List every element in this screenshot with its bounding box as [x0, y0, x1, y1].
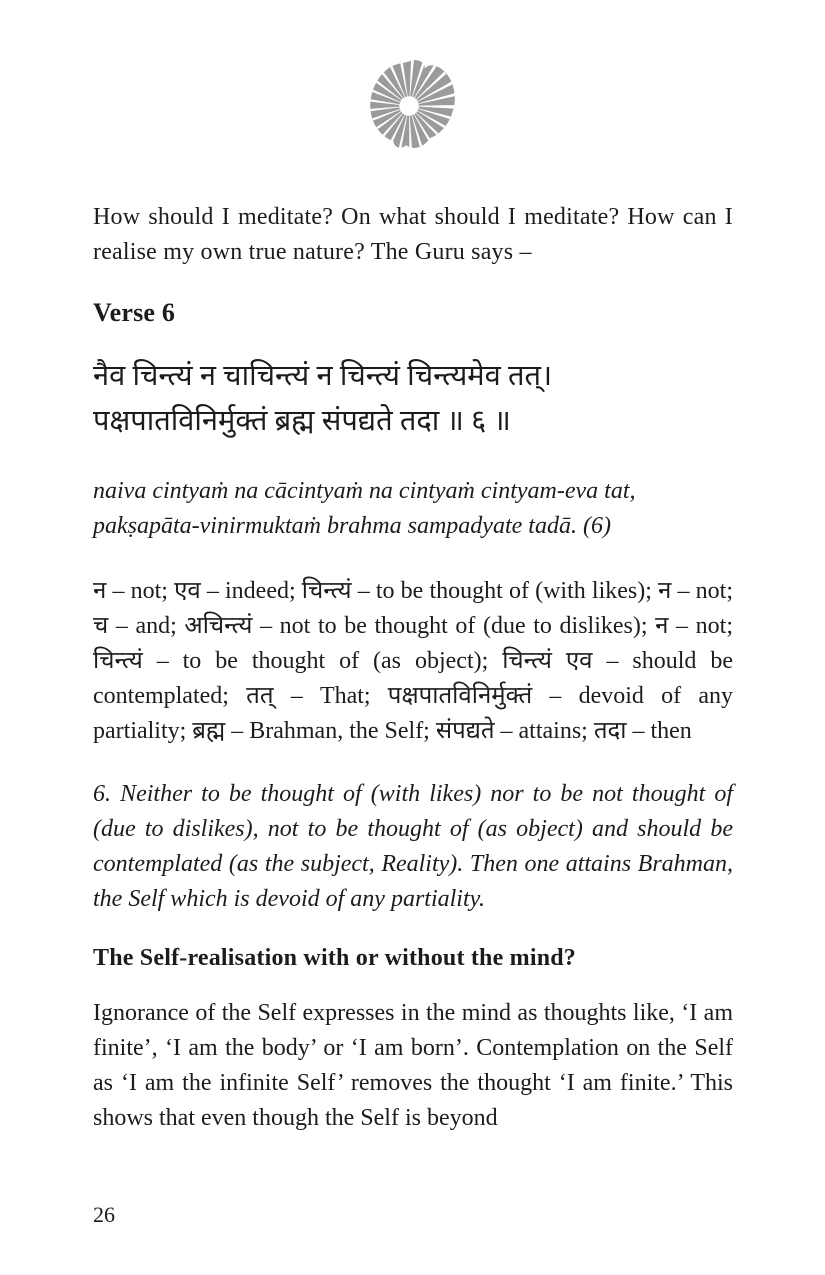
commentary-heading: The Self-realisation with or without the mind?	[93, 945, 577, 971]
lotus-ornament-icon	[364, 58, 462, 152]
ornament-center-hole	[399, 96, 419, 116]
verse-devanagari-line-2: पक्षपातविनिर्मुक्तं ब्रह्म संपद्यते तदा ॥ ६ ॥	[93, 405, 511, 437]
verse-translation: 6. Neither to be thought of (with likes) nor to be not thought of (due to dislikes), not to be thought of (as object) and should be contemplated (as the subject, Reality). Then one attains Brahman, the Self which is devoid of any partiality.	[93, 781, 733, 912]
verse-heading: Verse 6	[93, 298, 176, 327]
verse-devanagari	[93, 354, 733, 444]
verse-transliteration-line-1: naiva cintyaṁ na cācintyaṁ na cintyaṁ cintyam-eva tat,	[93, 478, 636, 504]
verse-devanagari-line-1: नैव चिन्त्यं न चाचिन्त्यं न चिन्त्यं चिन्त्यमेव तत्।	[93, 360, 553, 392]
verse-transliteration	[93, 474, 733, 544]
commentary-paragraph: Ignorance of the Self expresses in the mind as thoughts like, ‘I am finite’, ‘I am the body’ or ‘I am born’. Contemplation on the Self as ‘I am the infinite Self’ removes the thought ‘I am finite.’ This shows that even though the Self is beyond	[93, 1000, 733, 1131]
page-number: 26	[93, 1202, 115, 1227]
word-meanings-paragraph: न – not; एव – indeed; चिन्त्यं – to be thought of (with likes); न – not; च – and; अचिन्त्यं – not to be thought of (due to dislikes); न – not; चिन्त्यं – to be thought of (as object); चिन्त्यं एव – should be contemplated; तत् – That; पक्षपातविनिर्मुक्तं – devoid of any partiality; ब्रह्म – Brahman, the Self; संपद्यते – attains; तदा – then	[93, 578, 733, 744]
page-content	[93, 200, 733, 1136]
verse-transliteration-line-2: pakṣapāta-vinirmuktaṁ brahma sampadyate tadā. (6)	[93, 513, 611, 539]
intro-paragraph: How should I meditate? On what should I meditate? How can I realise my own true nature? The Guru says –	[93, 204, 733, 265]
